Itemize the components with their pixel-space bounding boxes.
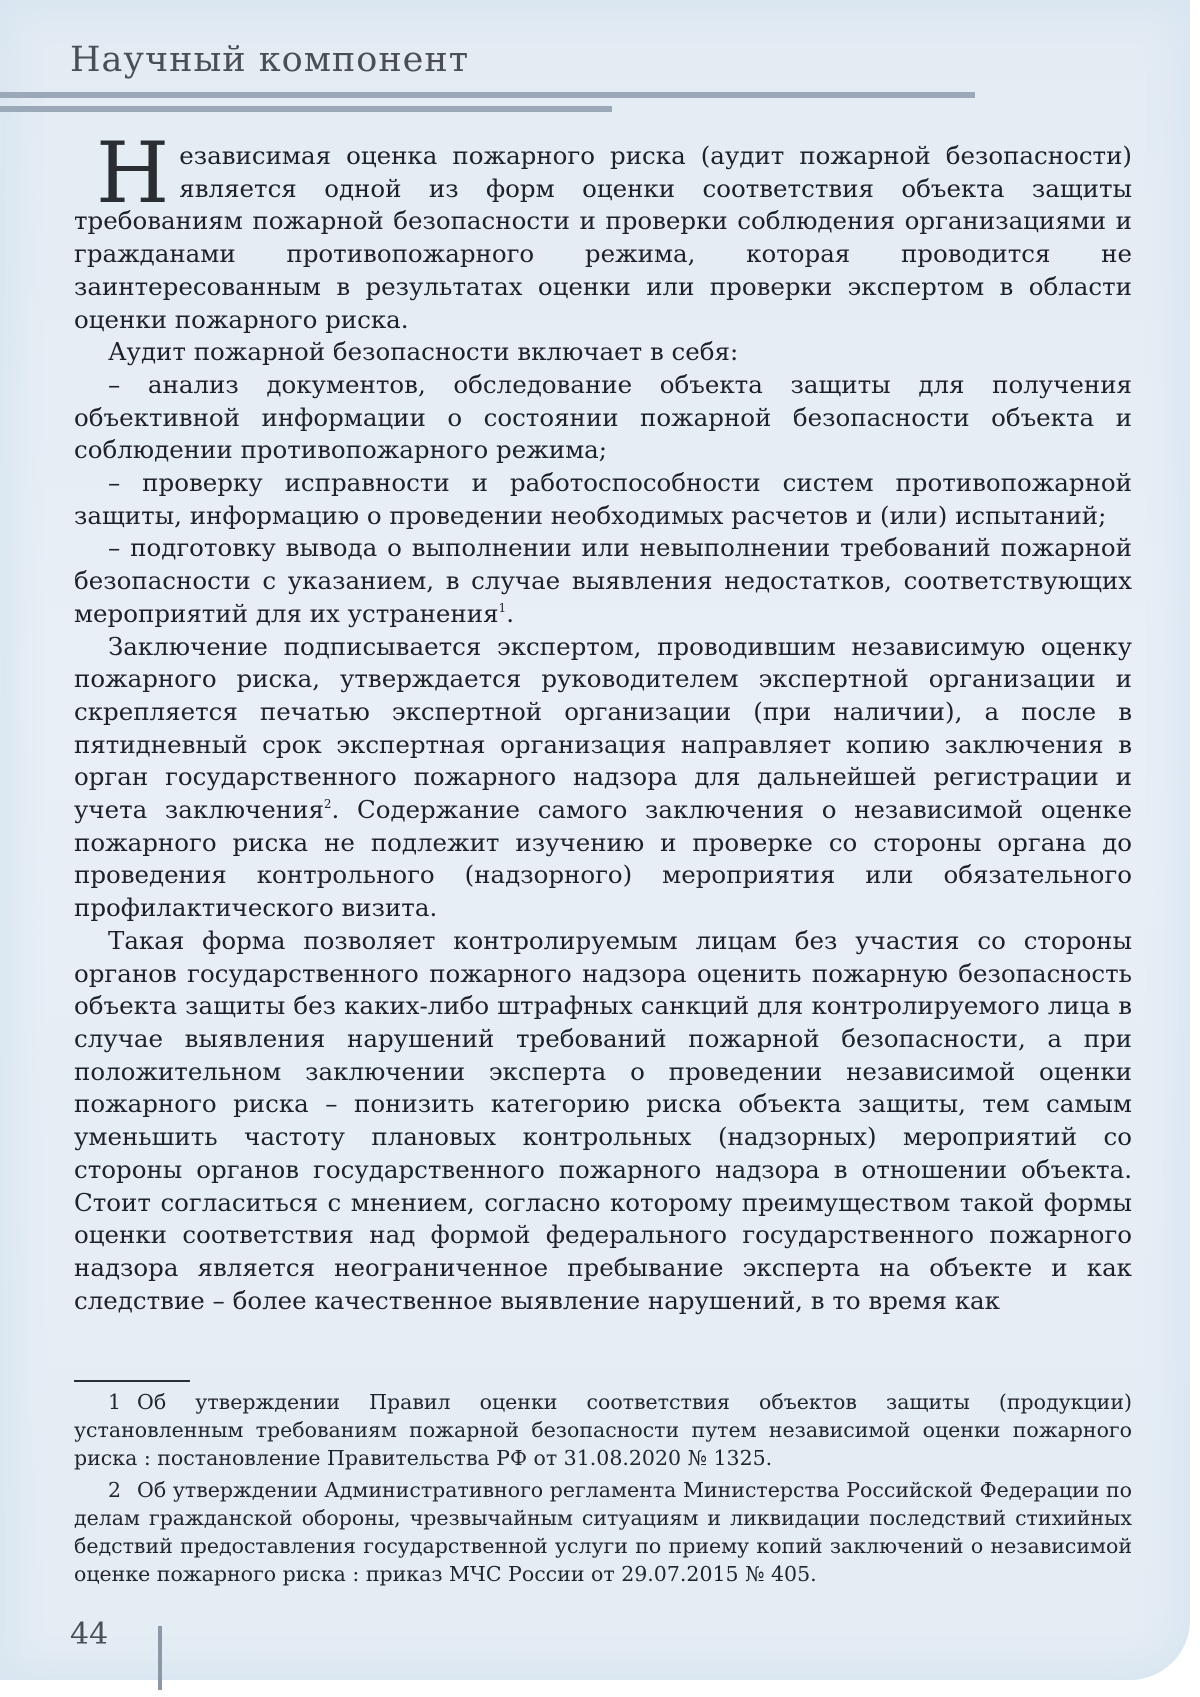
footnote-ref-1[interactable]: 1 (499, 601, 507, 615)
drop-cap: Н (96, 142, 169, 204)
footnotes (74, 1388, 1132, 1588)
header-rule-long (0, 92, 975, 98)
section-title: Научный компонент (70, 38, 469, 82)
list-item-conclusion-end: . (506, 599, 514, 628)
paragraph-2: Аудит пожарной безопасности включает в себя: (74, 336, 1132, 369)
footnote-text: Об утверждении Правил оценки соответствия объектов защиты (продукции) установленным требованиям пожарной безопасности путем независимой оценки пожарного риска : постановление Правительства РФ от 31.08.2020 № 1325. (74, 1390, 1132, 1470)
footnote-divider (74, 1380, 190, 1382)
document-page (0, 0, 1200, 1697)
list-item-analysis: – анализ документов, обследование объекта защиты для получения объективной информации о состоянии пожарной безопасности объекта и соблюдении противопожарного режима; (74, 369, 1132, 467)
paragraph-signing-text-b: . Содержание самого заключения о независимой оценке пожарного риска не подлежит изучению и проверке со стороны органа до проведения контрольного (надзорного) мероприятия или обязательного профилактического визита. (74, 795, 1132, 922)
footnote-1 (74, 1388, 1132, 1472)
page-number: 44 (70, 1618, 108, 1652)
paragraph-form: Такая форма позволяет контролируемым лицам без участия со стороны органов государственного пожарного надзора оценить пожарную безопасность объекта защиты без каких-либо штрафных санкций для контролируемого лица в случае выявления нарушений требований пожарной безопасности, а при положительном заключении эксперта о проведении независимой оценки пожарного риска – понизить категорию риска объекта защиты, тем самым уменьшить частоту плановых контрольных (надзорных) мероприятий со стороны органов государственного пожарного надзора в отношении объекта. Стоит согласиться с мнением, согласно которому преимуществом такой формы оценки соответствия над формой федерального государственного пожарного надзора является неограниченное пребывание эксперта на объекте и как следствие – более качественное выявление нарушений, в то время как (74, 925, 1132, 1317)
footnote-text: Об утверждении Административного регламента Министерства Российской Федерации по делам гражданской обороны, чрезвычайным ситуациям и ликвидации последствий стихийных бедствий предоставления государственной услуги по приему копий заключений о независимой оценке пожарного риска : приказ МЧС России от 29.07.2015 № 405. (74, 1478, 1132, 1586)
header-rule-short (0, 106, 612, 112)
article-body (74, 140, 1132, 1317)
paragraph-signing-text-a: Заключение подписывается экспертом, проводившим независимую оценку пожарного риска, утверждается руководителем экспертной организации и скрепляется печатью экспертной организации (при наличии), а после в пятидневный срок экспертная организация направляет копию заключения в орган государственного пожарного надзора для дальнейшей регистрации и учета заключения (74, 632, 1132, 825)
paragraph-signing (74, 631, 1132, 925)
footnote-2 (74, 1476, 1132, 1588)
page-number-bar (158, 1626, 162, 1690)
paragraph-1-text: езависимая оценка пожарного риска (аудит пожарной безопасности) является одной из форм оценки соответствия объекта защиты требованиям пожарной безопасности и проверки соблюдения организациями и гражданами противопожарного режима, которая проводится не заинтересованным в результатах оценки или проверки экспертом в области оценки пожарного риска. (74, 141, 1132, 334)
footnote-ref-2[interactable]: 2 (324, 797, 332, 811)
list-item-conclusion (74, 532, 1132, 630)
paragraph-1 (74, 140, 1132, 336)
footnote-number: 1 (108, 1390, 121, 1414)
list-item-conclusion-text: – подготовку вывода о выполнении или невыполнении требований пожарной безопасности с указанием, в случае выявления недостатков, соответствующих мероприятий для их устранения (74, 533, 1132, 627)
list-item-check: – проверку исправности и работоспособности систем противопожарной защиты, информацию о проведении необходимых расчетов и (или) испытаний; (74, 467, 1132, 532)
footnote-number: 2 (108, 1478, 121, 1502)
